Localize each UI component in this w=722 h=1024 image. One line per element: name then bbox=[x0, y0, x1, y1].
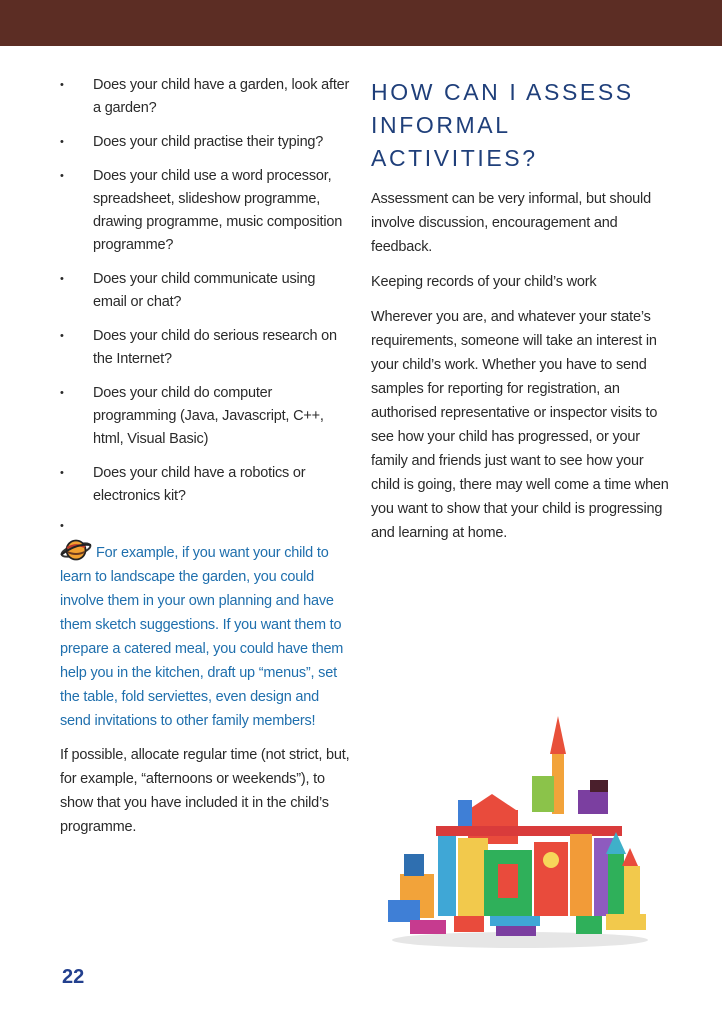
toy-block-castle-image bbox=[380, 714, 660, 950]
right-column bbox=[371, 76, 671, 556]
top-header-band bbox=[0, 0, 722, 46]
list-item: • Does your child do computer programming (Java, Javascript, C++, html, Visual Basic) bbox=[60, 382, 352, 451]
list-item: • Does your child communicate using email or chat? bbox=[60, 268, 352, 314]
page-number: 22 bbox=[62, 966, 85, 988]
list-item: • Does your child have a garden, look after a garden? bbox=[60, 74, 352, 120]
empty-bullet: • bbox=[60, 520, 64, 532]
tip-callout bbox=[60, 537, 352, 733]
records-subheading: Keeping records of your child’s work bbox=[371, 274, 597, 290]
records-paragraph: Wherever you are, and whatever your state’s requirements, someone will take an interest in your child’s work. Whether you have to send samples for reporting for registration, an authorised representative or inspector visits to see how your child has progressed, or your family and friends just want to see how your child is going, there may well come a time when you want to show that your child is progressing and learning at home. bbox=[371, 309, 669, 541]
list-item: • Does your child use a word processor, spreadsheet, slideshow programme, drawing programme, music composition programme? bbox=[60, 165, 352, 257]
planet-tip-icon bbox=[60, 537, 92, 563]
list-item: • Does your child practise their typing? bbox=[60, 131, 352, 154]
list-item: • Does your child have a robotics or electronics kit? bbox=[60, 462, 352, 508]
assessment-paragraph: Assessment can be very informal, but should involve discussion, encouragement and feedback. bbox=[371, 191, 651, 255]
section-heading: HOW CAN I ASSESS INFORMAL ACTIVITIES? bbox=[371, 79, 634, 171]
question-list bbox=[60, 74, 352, 508]
tip-text: For example, if you want your child to learn to landscape the garden, you could involve them in your own planning and have them sketch suggestions. If you want them to prepare a catered meal, you could have them help you in the kitchen, draft up “menus”, set the table, fold serviettes, even design and send invitations to other family members! bbox=[60, 545, 344, 729]
left-column bbox=[60, 74, 352, 854]
allocate-time-paragraph: If possible, allocate regular time (not strict, but, for example, “afternoons or weekends”), to show that you have included it in the child’s programme. bbox=[60, 747, 350, 835]
list-item: • Does your child do serious research on the Internet? bbox=[60, 325, 352, 371]
